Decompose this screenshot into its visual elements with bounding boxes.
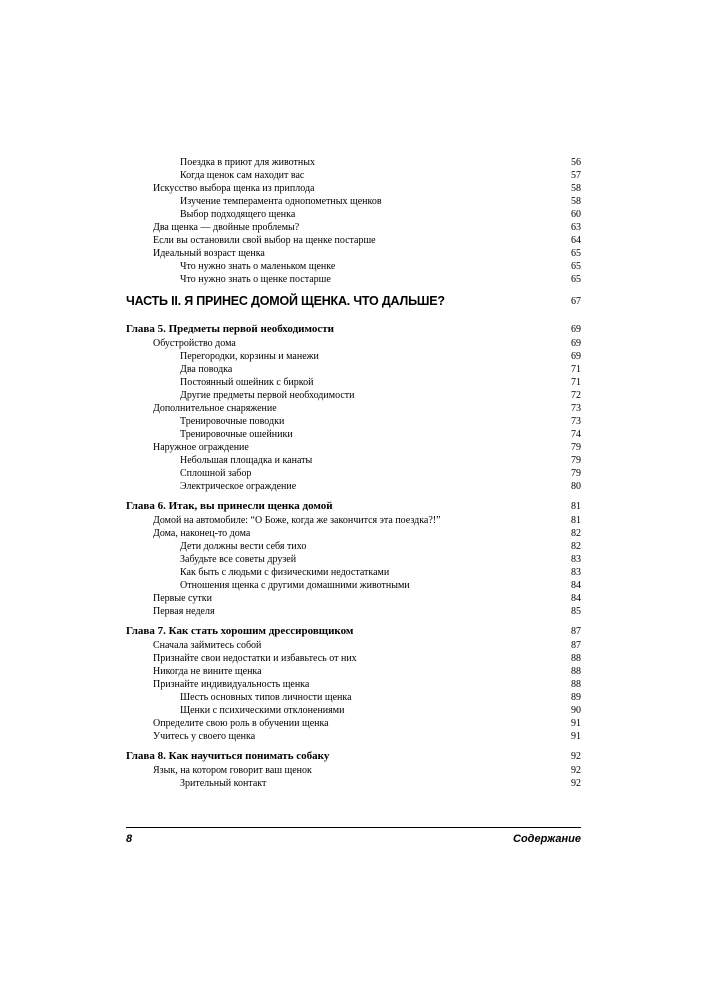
- subsection-entry[interactable]: [0, 389, 581, 402]
- entry-title: Что нужно знать о маленьком щенке: [180, 261, 336, 272]
- entry-title: Признайте индивидуальность щенка: [153, 679, 310, 690]
- entry-title: Никогда не вините щенка: [153, 666, 262, 677]
- entry-title: Изучение темперамента однопометных щенков: [180, 196, 382, 207]
- entry-page-number: 89: [571, 692, 581, 703]
- subsection-entry[interactable]: [0, 704, 581, 717]
- entry-title: Поездка в приют для животных: [180, 157, 315, 168]
- subsection-entry[interactable]: [0, 467, 581, 480]
- section-entry[interactable]: [0, 678, 581, 691]
- entry-page-number: 87: [571, 626, 581, 637]
- section-entry[interactable]: [0, 764, 581, 777]
- entry-page-number: 82: [571, 541, 581, 552]
- entry-title: Глава 7. Как стать хорошим дрессировщиком: [126, 625, 354, 637]
- section-entry[interactable]: [0, 441, 581, 454]
- entry-page-number: 72: [571, 390, 581, 401]
- subsection-entry[interactable]: [0, 566, 581, 579]
- entry-title: Постоянный ошейник с биркой: [180, 377, 314, 388]
- subsection-entry[interactable]: [0, 376, 581, 389]
- entry-page-number: 79: [571, 468, 581, 479]
- chapter-heading[interactable]: [0, 322, 581, 337]
- entry-title: Если вы остановили свой выбор на щенке постарше: [153, 235, 376, 246]
- subsection-entry[interactable]: [0, 273, 581, 286]
- entry-page-number: 79: [571, 442, 581, 453]
- subsection-entry[interactable]: [0, 169, 581, 182]
- subsection-entry[interactable]: [0, 540, 581, 553]
- chapter-heading[interactable]: [0, 749, 581, 764]
- entry-title: Тренировочные поводки: [180, 416, 285, 427]
- subsection-entry[interactable]: [0, 579, 581, 592]
- entry-page-number: 67: [571, 296, 581, 307]
- entry-title: Что нужно знать о щенке постарше: [180, 274, 331, 285]
- entry-page-number: 63: [571, 222, 581, 233]
- entry-page-number: 80: [571, 481, 581, 492]
- entry-page-number: 69: [571, 324, 581, 335]
- chapter-heading[interactable]: [0, 624, 581, 639]
- entry-title: Язык, на котором говорит ваш щенок: [153, 765, 312, 776]
- footer-section-title: Содержание: [513, 833, 581, 845]
- entry-page-number: 73: [571, 416, 581, 427]
- entry-page-number: 69: [571, 351, 581, 362]
- entry-title: Забудьте все советы друзей: [180, 554, 297, 565]
- entry-title: Как быть с людьми с физическими недостатками: [180, 567, 390, 578]
- entry-page-number: 74: [571, 429, 581, 440]
- entry-title: Дети должны вести себя тихо: [180, 541, 307, 552]
- subsection-entry[interactable]: [0, 260, 581, 273]
- entry-title: Сначала займитесь собой: [153, 640, 262, 651]
- entry-title: Признайте свои недостатки и избавьтесь от них: [153, 653, 357, 664]
- entry-page-number: 71: [571, 377, 581, 388]
- entry-page-number: 60: [571, 209, 581, 220]
- section-entry[interactable]: [0, 592, 581, 605]
- section-entry[interactable]: [0, 337, 581, 350]
- entry-page-number: 65: [571, 261, 581, 272]
- entry-title: Определите свою роль в обучении щенка: [153, 718, 329, 729]
- entry-title: Когда щенок сам находит вас: [180, 170, 305, 181]
- section-entry[interactable]: [0, 639, 581, 652]
- entry-page-number: 58: [571, 196, 581, 207]
- entry-page-number: 88: [571, 679, 581, 690]
- subsection-entry[interactable]: [0, 195, 581, 208]
- subsection-entry[interactable]: [0, 350, 581, 363]
- section-entry[interactable]: [0, 717, 581, 730]
- entry-title: Наружное ограждение: [153, 442, 249, 453]
- entry-title: Учитесь у своего щенка: [153, 731, 256, 742]
- entry-page-number: 79: [571, 455, 581, 466]
- entry-page-number: 83: [571, 554, 581, 565]
- entry-title: Выбор подходящего щенка: [180, 209, 296, 220]
- subsection-entry[interactable]: [0, 415, 581, 428]
- entry-title: Глава 5. Предметы первой необходимости: [126, 323, 334, 335]
- entry-page-number: 71: [571, 364, 581, 375]
- footer-rule: [126, 827, 581, 828]
- entry-page-number: 87: [571, 640, 581, 651]
- section-entry[interactable]: [0, 652, 581, 665]
- entry-title: ЧАСТЬ II. Я ПРИНЕС ДОМОЙ ЩЕНКА. ЧТО ДАЛЬШЕ?: [126, 294, 445, 308]
- entry-page-number: 81: [571, 501, 581, 512]
- entry-page-number: 73: [571, 403, 581, 414]
- entry-title: Зрительный контакт: [180, 778, 267, 789]
- entry-title: Первая неделя: [153, 606, 215, 617]
- entry-page-number: 82: [571, 528, 581, 539]
- entry-title: Дополнительное снаряжение: [153, 403, 277, 414]
- entry-page-number: 64: [571, 235, 581, 246]
- entry-title: Обустройство дома: [153, 338, 236, 349]
- entry-title: Глава 6. Итак, вы принесли щенка домой: [126, 500, 333, 512]
- chapter-heading[interactable]: [0, 499, 581, 514]
- section-entry[interactable]: [0, 605, 581, 618]
- entry-page-number: 92: [571, 765, 581, 776]
- entry-page-number: 57: [571, 170, 581, 181]
- entry-title: Щенки с психическими отклонениями: [180, 705, 345, 716]
- entry-page-number: 84: [571, 593, 581, 604]
- subsection-entry[interactable]: [0, 156, 581, 169]
- subsection-entry[interactable]: [0, 777, 581, 790]
- subsection-entry[interactable]: [0, 480, 581, 493]
- entry-title: Электрическое ограждение: [180, 481, 297, 492]
- entry-page-number: 88: [571, 666, 581, 677]
- entry-page-number: 69: [571, 338, 581, 349]
- entry-page-number: 81: [571, 515, 581, 526]
- entry-page-number: 92: [571, 778, 581, 789]
- entry-title: Тренировочные ошейники: [180, 429, 293, 440]
- entry-title: Сплошной забор: [180, 468, 252, 479]
- section-entry[interactable]: [0, 514, 581, 527]
- entry-title: Дома, наконец-то дома: [153, 528, 251, 539]
- entry-title: Идеальный возраст щенка: [153, 248, 265, 259]
- entry-page-number: 91: [571, 731, 581, 742]
- entry-title: Другие предметы первой необходимости: [180, 390, 355, 401]
- section-entry[interactable]: [0, 730, 581, 743]
- section-entry[interactable]: [0, 665, 581, 678]
- subsection-entry[interactable]: [0, 454, 581, 467]
- section-entry[interactable]: [0, 527, 581, 540]
- entry-page-number: 65: [571, 274, 581, 285]
- entry-title: Небольшая площадка и канаты: [180, 455, 313, 466]
- entry-title: Отношения щенка с другими домашними животными: [180, 580, 410, 591]
- entry-title: Глава 8. Как научиться понимать собаку: [126, 750, 330, 762]
- entry-page-number: 85: [571, 606, 581, 617]
- entry-page-number: 90: [571, 705, 581, 716]
- section-entry[interactable]: [0, 247, 581, 260]
- subsection-entry[interactable]: [0, 208, 581, 221]
- entry-page-number: 56: [571, 157, 581, 168]
- entry-title: Два щенка — двойные проблемы?: [153, 222, 300, 233]
- entry-page-number: 83: [571, 567, 581, 578]
- subsection-entry[interactable]: [0, 363, 581, 376]
- section-entry[interactable]: [0, 402, 581, 415]
- subsection-entry[interactable]: [0, 428, 581, 441]
- entry-title: Искусство выбора щенка из приплода: [153, 183, 315, 194]
- entry-title: Два поводка: [180, 364, 233, 375]
- entry-page-number: 58: [571, 183, 581, 194]
- entry-title: Перегородки, корзины и манежи: [180, 351, 319, 362]
- section-entry[interactable]: [0, 234, 581, 247]
- entry-title: Шесть основных типов личности щенка: [180, 692, 352, 703]
- entry-page-number: 92: [571, 751, 581, 762]
- section-entry[interactable]: [0, 221, 581, 234]
- subsection-entry[interactable]: [0, 691, 581, 704]
- section-entry[interactable]: [0, 182, 581, 195]
- footer-page-number: 8: [126, 833, 133, 845]
- entry-title: Домой на автомобиле: “О Боже, когда же закончится эта поездка?!”: [153, 515, 441, 526]
- entry-title: Первые сутки: [153, 593, 212, 604]
- entry-page-number: 84: [571, 580, 581, 591]
- subsection-entry[interactable]: [0, 553, 581, 566]
- part-heading[interactable]: [0, 293, 581, 310]
- entry-page-number: 91: [571, 718, 581, 729]
- entry-page-number: 88: [571, 653, 581, 664]
- entry-page-number: 65: [571, 248, 581, 259]
